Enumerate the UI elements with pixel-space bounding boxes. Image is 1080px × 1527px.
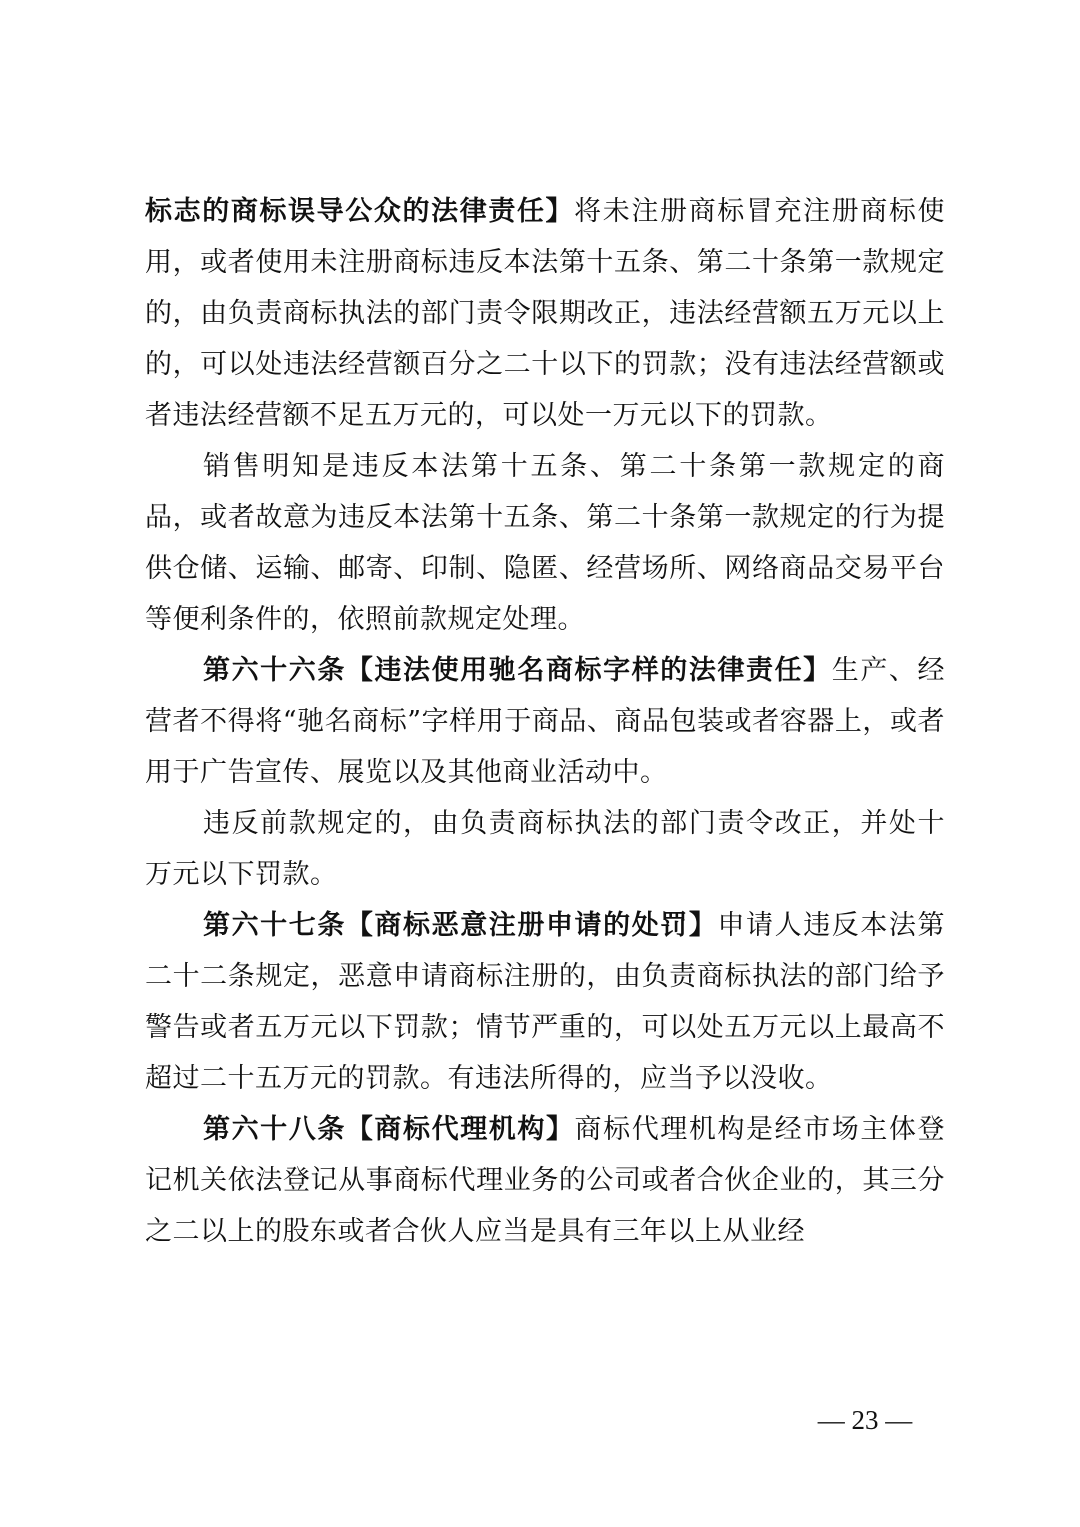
article-text: 销售明知是违反本法第十五条、第二十条第一款规定的商品，或者故意为违反本法第十五条、第二十条第一款规定的行为提供仓储、运输、邮寄、印制、隐匿、经营场所、网络商品交易平台等便利条件的，依照前款规定处理。 (145, 451, 945, 635)
article-heading: 第六十七条【商标恶意注册申请的处罚】 (203, 910, 718, 941)
article-heading: 第六十八条【商标代理机构】 (203, 1114, 575, 1145)
article-text: 将未注册商标冒充注册商标使用，或者使用未注册商标违反本法第十五条、第二十条第一款规定的，由负责商标执法的部门责令限期改正，违法经营额五万元以上的，可以处违法经营额百分之二十以下的罚款；没有违法经营额或者违法经营额不足五万元的，可以处一万元以下的罚款。 (145, 196, 946, 431)
paragraph-article-68 (145, 1104, 945, 1257)
paragraph-article-67 (145, 900, 945, 1104)
page-number: — 23 — (817, 1405, 913, 1435)
paragraph-article-65-second (145, 441, 945, 645)
article-text: 申请人违反本法第二十二条规定，恶意申请商标注册的，由负责商标执法的部门给予警告或者五万元以下罚款；情节严重的，可以处五万元以上最高不超过二十五万元的罚款。有违法所得的，应当予以没收。 (145, 910, 946, 1094)
body-text (145, 186, 945, 1257)
paragraph-article-66 (145, 645, 945, 798)
article-heading: 标志的商标误导公众的法律责任】 (145, 196, 575, 227)
article-text: 生产、经营者不得将“驰名商标”字样用于商品、商品包装或者容器上，或者用于广告宣传、展览以及其他商业活动中。 (145, 655, 946, 788)
article-heading: 第六十六条【违法使用驰名商标字样的法律责任】 (203, 655, 832, 686)
article-text: 商标代理机构是经市场主体登记机关依法登记从事商标代理业务的公司或者合伙企业的，其三分之二以上的股东或者合伙人应当是具有三年以上从业经 (145, 1114, 946, 1247)
paragraph-article-66-second (145, 798, 945, 900)
paragraph-article-65-continued (145, 186, 945, 441)
article-text: 违反前款规定的，由负责商标执法的部门责令改正，并处十万元以下罚款。 (145, 808, 945, 890)
